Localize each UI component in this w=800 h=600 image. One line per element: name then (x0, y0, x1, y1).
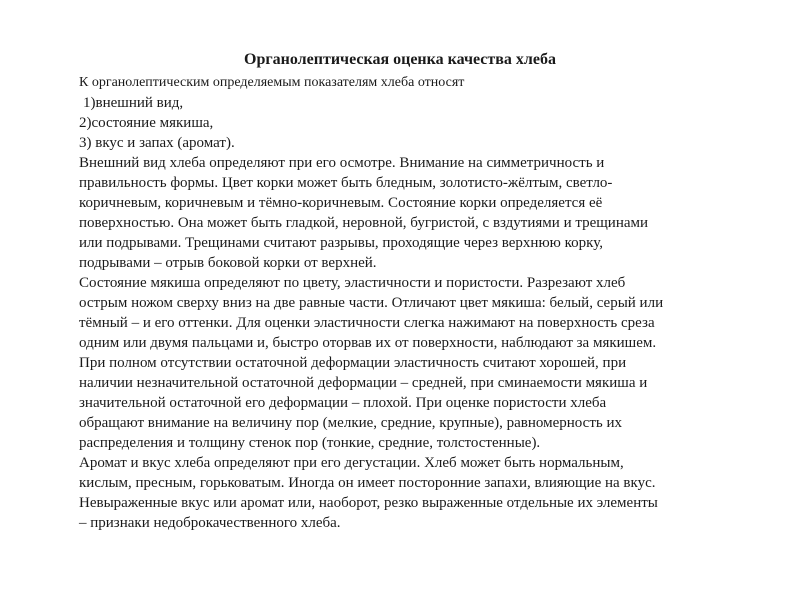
text-line: коричневым, коричневым и тёмно-коричневым. Состояние корки определяется её (79, 195, 603, 211)
text-line: тёмный – и его оттенки. Для оценки эластичности слегка нажимают на поверхность среза (79, 315, 655, 331)
text-line: одним или двумя пальцами и, быстро оторвав их от поверхности, наблюдают за мякишем. (79, 335, 657, 351)
text-line: правильность формы. Цвет корки может быть бледным, золотисто-жёлтым, светло- (79, 175, 613, 191)
text-line: или подрывами. Трещинами считают разрывы, проходящие через верхнюю корку, (79, 235, 603, 251)
text-line: наличии незначительной остаточной деформации – средней, при сминаемости мякиша и (79, 375, 648, 391)
text-line: обращают внимание на величину пор (мелкие, средние, крупные), равномерность их (79, 415, 622, 431)
text-line: распределения и толщину стенок пор (тонкие, средние, толстостенные). (79, 435, 541, 451)
text-line: Состояние мякиша определяют по цвету, эластичности и пористости. Разрезают хлеб (79, 275, 626, 291)
text-line: При полном отсутствии остаточной деформации эластичность считают хорошей, при (79, 355, 627, 371)
text-line: 3) вкус и запах (аромат). (79, 135, 235, 151)
text-line: значительной остаточной его деформации – плохой. При оценке пористости хлеба (79, 395, 607, 411)
text-line: подрывами – отрыв боковой корки от верхней. (79, 255, 377, 271)
text-line: К органолептическим определяемым показателям хлеба относят (79, 75, 465, 90)
body-text (79, 73, 789, 533)
page-title: Органолептическая оценка качества хлеба (244, 51, 556, 68)
text-line: Внешний вид хлеба определяют при его осмотре. Внимание на симметричность и (79, 155, 605, 171)
text-line: кислым, пресным, горьковатым. Иногда он имеет посторонние запахи, влияющие на вкус. (79, 475, 656, 491)
text-line: Аромат и вкус хлеба определяют при его дегустации. Хлеб может быть нормальным, (79, 455, 624, 471)
text-line: острым ножом сверху вниз на две равные части. Отличают цвет мякиша: белый, серый или (79, 295, 664, 311)
text-line: 2)состояние мякиша, (79, 115, 214, 131)
text-line: Невыраженные вкус или аромат или, наоборот, резко выраженные отдельные их элементы (79, 495, 658, 511)
text-line: 1)внешний вид, (83, 95, 184, 111)
text-line: – признаки недоброкачественного хлеба. (79, 515, 341, 531)
text-line: поверхностью. Она может быть гладкой, неровной, бугристой, с вздутиями и трещинами (79, 215, 649, 231)
